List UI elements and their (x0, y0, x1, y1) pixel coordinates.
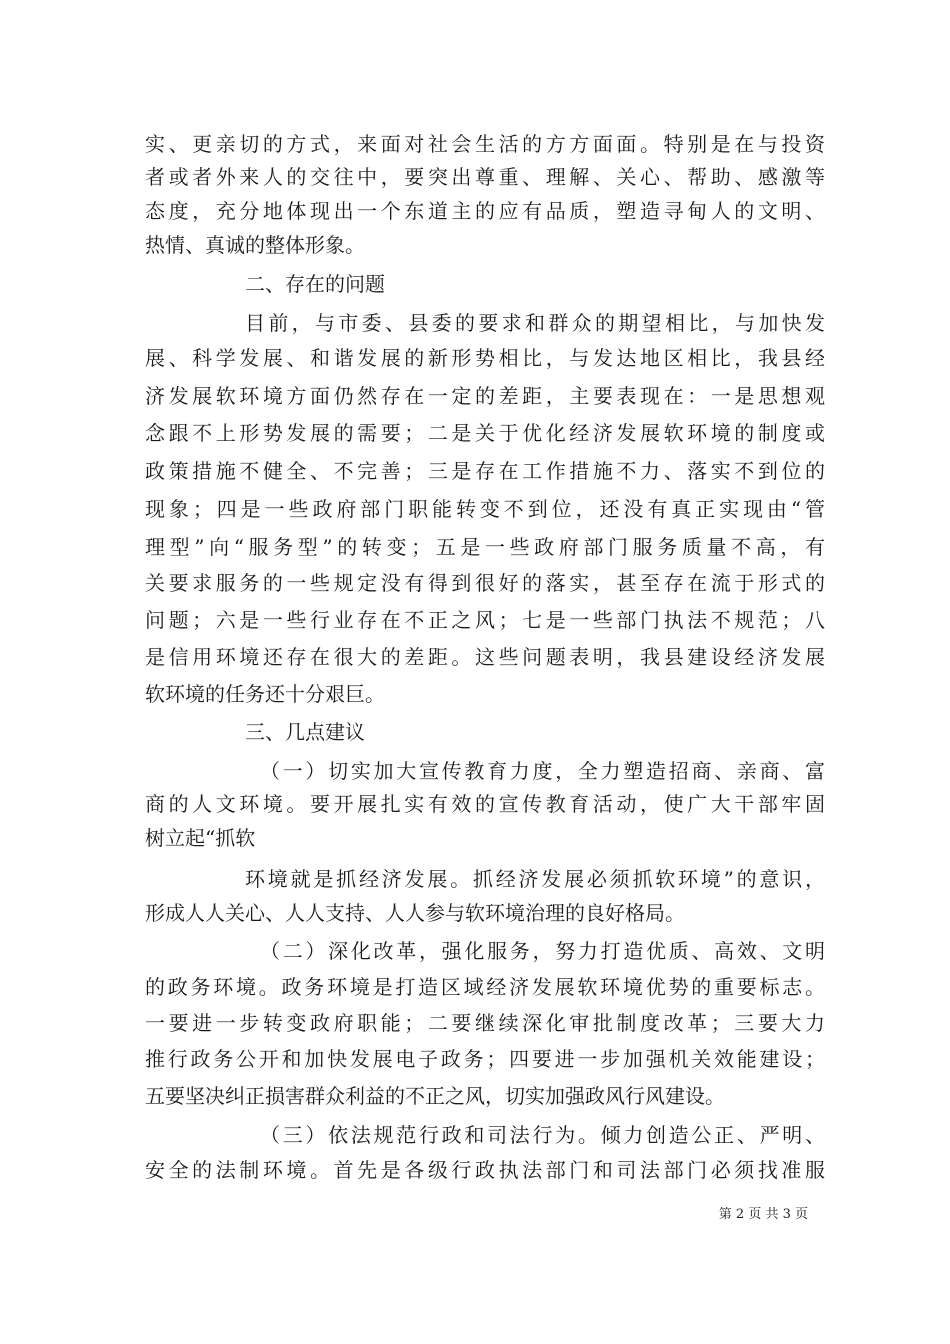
body-text-line: 实、更亲切的方式，来面对社会生活的方方面面。特别是在与投资 (145, 132, 825, 156)
body-text-line: 问题；六是一些行业存在不正之风；七是一些部门执法不规范；八 (145, 608, 825, 632)
body-text-line: 展、科学发展、和谐发展的新形势相比，与发达地区相比，我县经 (145, 346, 825, 370)
body-text-line: 政策措施不健全、不完善；三是存在工作措施不力、落实不到位的 (145, 459, 825, 483)
body-text-line: 环境就是抓经济发展。抓经济发展必须抓软环境”的意识， (245, 867, 825, 891)
body-text-line: 五要坚决纠正损害群众利益的不正之风，切实加强政风行风建设。 (145, 1084, 725, 1108)
body-text-line: 济发展软环境方面仍然存在一定的差距，主要表现在：一是思想观 (145, 384, 825, 408)
body-text-line: 目前，与市委、县委的要求和群众的期望相比，与加快发 (245, 311, 825, 335)
body-text-line: 安全的法制环境。首先是各级行政执法部门和司法部门必须找准服 (145, 1158, 825, 1182)
body-text-line: （二）深化改革，强化服务，努力打造优质、高效、文明 (260, 939, 825, 963)
body-text-line: 者或者外来人的交往中，要突出尊重、理解、关心、帮助、感激等 (145, 165, 825, 189)
body-text-line: 软环境的任务还十分艰巨。 (145, 682, 385, 706)
body-text-line: 现象；四是一些政府部门职能转变不到位，还没有真正实现由“管 (145, 497, 825, 521)
body-text-line: 态度，充分地体现出一个东道主的应有品质，塑造寻甸人的文明、 (145, 199, 825, 223)
body-text-line: 关要求服务的一些规定没有得到很好的落实，甚至存在流于形式的 (145, 571, 825, 595)
section-heading-suggestions: 三、几点建议 (245, 720, 365, 744)
section-heading-problems: 二、存在的问题 (245, 272, 385, 296)
body-text-line: 树立起“抓软 (145, 826, 256, 850)
body-text-line: 理型”向“服务型”的转变；五是一些政府部门服务质量不高，有 (145, 535, 825, 559)
body-text-line: 形成人人关心、人人支持、人人参与软环境治理的良好格局。 (145, 901, 685, 925)
body-text-line: 商的人文环境。要开展扎实有效的宣传教育活动，使广大干部牢固 (145, 792, 825, 816)
body-text-line: 是信用环境还存在很大的差距。这些问题表明，我县建设经济发展 (145, 645, 825, 669)
body-text-line: （三）依法规范行政和司法行为。倾力创造公正、严明、 (260, 1123, 825, 1147)
body-text-line: 的政务环境。政务环境是打造区域经济发展软环境优势的重要标志。 (145, 975, 825, 999)
body-text-line: 念跟不上形势发展的需要；二是关于优化经济发展软环境的制度或 (145, 421, 825, 445)
body-text-line: 推行政务公开和加快发展电子政务；四要进一步加强机关效能建设； (145, 1047, 825, 1071)
body-text-line: 热情、真诚的整体形象。 (145, 233, 365, 257)
body-text-line: （一）切实加大宣传教育力度，全力塑造招商、亲商、富 (260, 759, 825, 783)
page-number: 第 2 页 共 3 页 (718, 1207, 808, 1222)
body-text-line: 一要进一步转变政府职能；二要继续深化审批制度改革；三要大力 (145, 1011, 825, 1035)
